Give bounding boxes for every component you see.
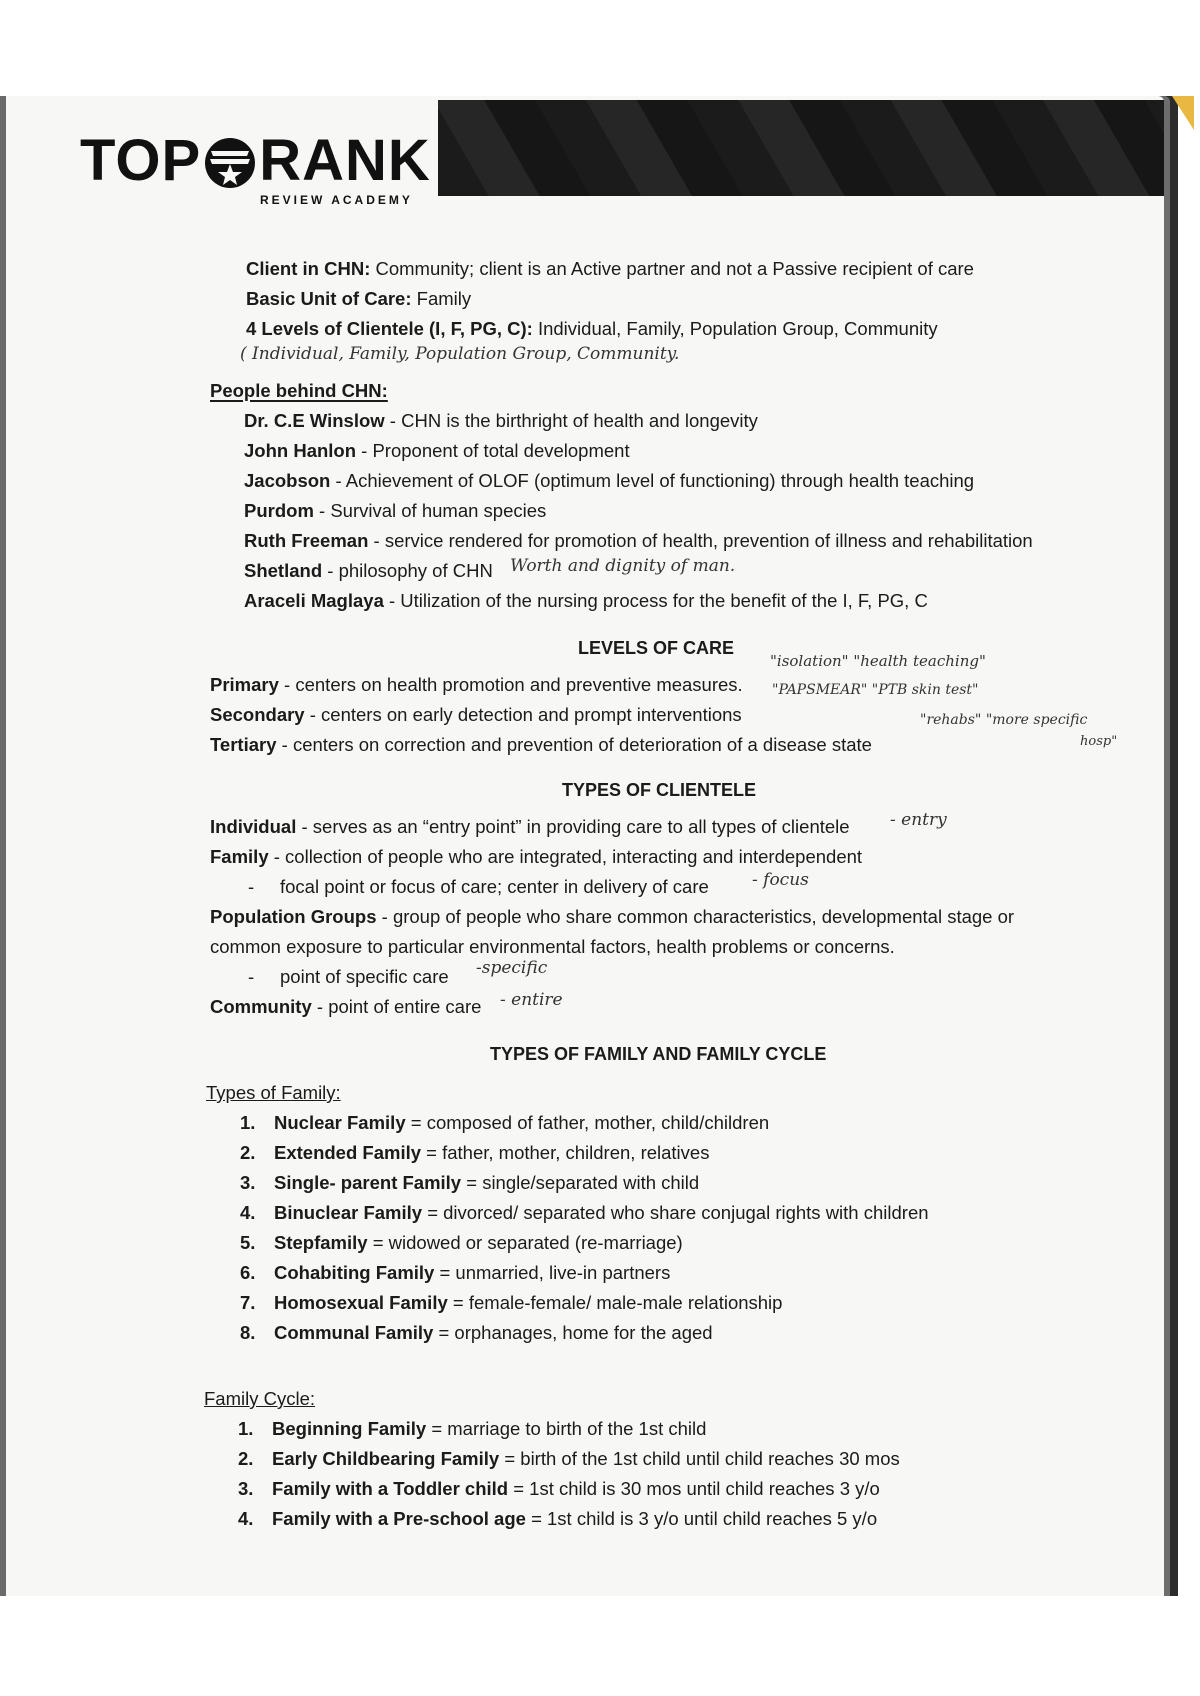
person-row: Dr. C.E Winslow - CHN is the birthright of health and longevity (244, 410, 758, 431)
clientele-population: Population Groups - group of people who share common characteristics, developmental stage or (210, 906, 1015, 927)
care-level-row: Primary - centers on health promotion and preventive measures. (210, 674, 743, 695)
logo-subtitle: REVIEW ACADEMY (260, 193, 413, 207)
clientele-population-cont: common exposure to particular environmental factors, health problems or concerns. (210, 936, 895, 957)
family-type-row: 8. Communal Family = orphanages, home for the aged (240, 1322, 713, 1343)
shetland-handwritten-note: Worth and dignity of man. (510, 556, 736, 576)
clientele-population-bullet: - point of specific care (248, 966, 449, 987)
basic-unit-of-care: Basic Unit of Care: Family (246, 288, 472, 309)
levels-of-care-heading: LEVELS OF CARE (578, 638, 735, 658)
people-section-title: People behind CHN: (210, 380, 388, 401)
care-level-row: Tertiary - centers on correction and prevention of deterioration of a disease state (210, 734, 872, 755)
community-handwritten-note: - entire (500, 990, 563, 1010)
person-row: Araceli Maglaya - Utilization of the nursing process for the benefit of the I, F, PG, C (244, 590, 928, 611)
secondary-handwritten-note: "PAPSMEAR" "PTB skin test" (772, 682, 979, 698)
levels-of-clientele: 4 Levels of Clientele (I, F, PG, C): Individual, Family, Population Group, Community (246, 318, 938, 339)
family-type-row: 3. Single- parent Family = single/separated with child (240, 1172, 700, 1193)
population-handwritten-note: -specific (476, 958, 548, 978)
clientele-family-bullet: - focal point or focus of care; center in delivery of care (248, 876, 709, 897)
primary-handwritten-note: "isolation" "health teaching" (770, 652, 986, 670)
family-type-row: 4. Binuclear Family = divorced/ separated who share conjugal rights with children (240, 1202, 929, 1223)
individual-handwritten-note: - entry (890, 810, 947, 830)
family-type-row: 5. Stepfamily = widowed or separated (re-marriage) (240, 1232, 683, 1253)
care-level-row: Secondary - centers on early detection and prompt interventions (210, 704, 742, 725)
clientele-family: Family - collection of people who are integrated, interacting and interdependent (210, 846, 863, 867)
levels-handwritten-note: ( Individual, Family, Population Group, Community. (240, 344, 680, 364)
family-cycle-row: 2. Early Childbearing Family = birth of the 1st child until child reaches 30 mos (238, 1448, 900, 1469)
family-type-row: 1. Nuclear Family = composed of father, mother, child/children (240, 1112, 770, 1133)
types-of-family-title: Types of Family: (206, 1082, 341, 1103)
family-type-row: 6. Cohabiting Family = unmarried, live-in partners (240, 1262, 671, 1283)
types-of-clientele-heading: TYPES OF CLIENTELE (562, 780, 757, 800)
family-cycle-row: 4. Family with a Pre-school age = 1st child is 3 y/o until child reaches 5 y/o (238, 1508, 878, 1529)
family-cycle-row: 3. Family with a Toddler child = 1st child is 30 mos until child reaches 3 y/o (238, 1478, 880, 1499)
family-handwritten-note: - focus (752, 870, 809, 890)
family-type-row: 2. Extended Family = father, mother, children, relatives (240, 1142, 710, 1163)
clientele-community: Community - point of entire care (210, 996, 482, 1017)
person-row: Purdom - Survival of human species (244, 500, 547, 521)
family-cycle-title: Family Cycle: (204, 1388, 316, 1409)
tertiary-handwritten-note: "rehabs" "more specific (920, 712, 1088, 728)
logo-text-right: RANK (259, 128, 431, 193)
family-cycle-row: 1. Beginning Family = marriage to birth of the 1st child (238, 1418, 707, 1439)
person-row: Ruth Freeman - service rendered for promotion of health, prevention of illness and rehabilitation (244, 530, 1033, 551)
person-row: John Hanlon - Proponent of total development (244, 440, 630, 461)
client-in-chn: Client in CHN: Community; client is an Active partner and not a Passive recipient of care (246, 258, 974, 279)
family-type-row: 7. Homosexual Family = female-female/ male-male relationship (240, 1292, 783, 1313)
clientele-individual: Individual - serves as an “entry point” in providing care to all types of clientele (210, 816, 850, 837)
tertiary-handwritten-note-2: hosp" (1080, 734, 1118, 749)
person-row: Shetland - philosophy of CHN (244, 560, 493, 581)
logo-text-left: TOP (80, 128, 202, 193)
family-heading: TYPES OF FAMILY AND FAMILY CYCLE (490, 1044, 827, 1064)
person-row: Jacobson - Achievement of OLOF (optimum level of functioning) through health teaching (244, 470, 975, 491)
